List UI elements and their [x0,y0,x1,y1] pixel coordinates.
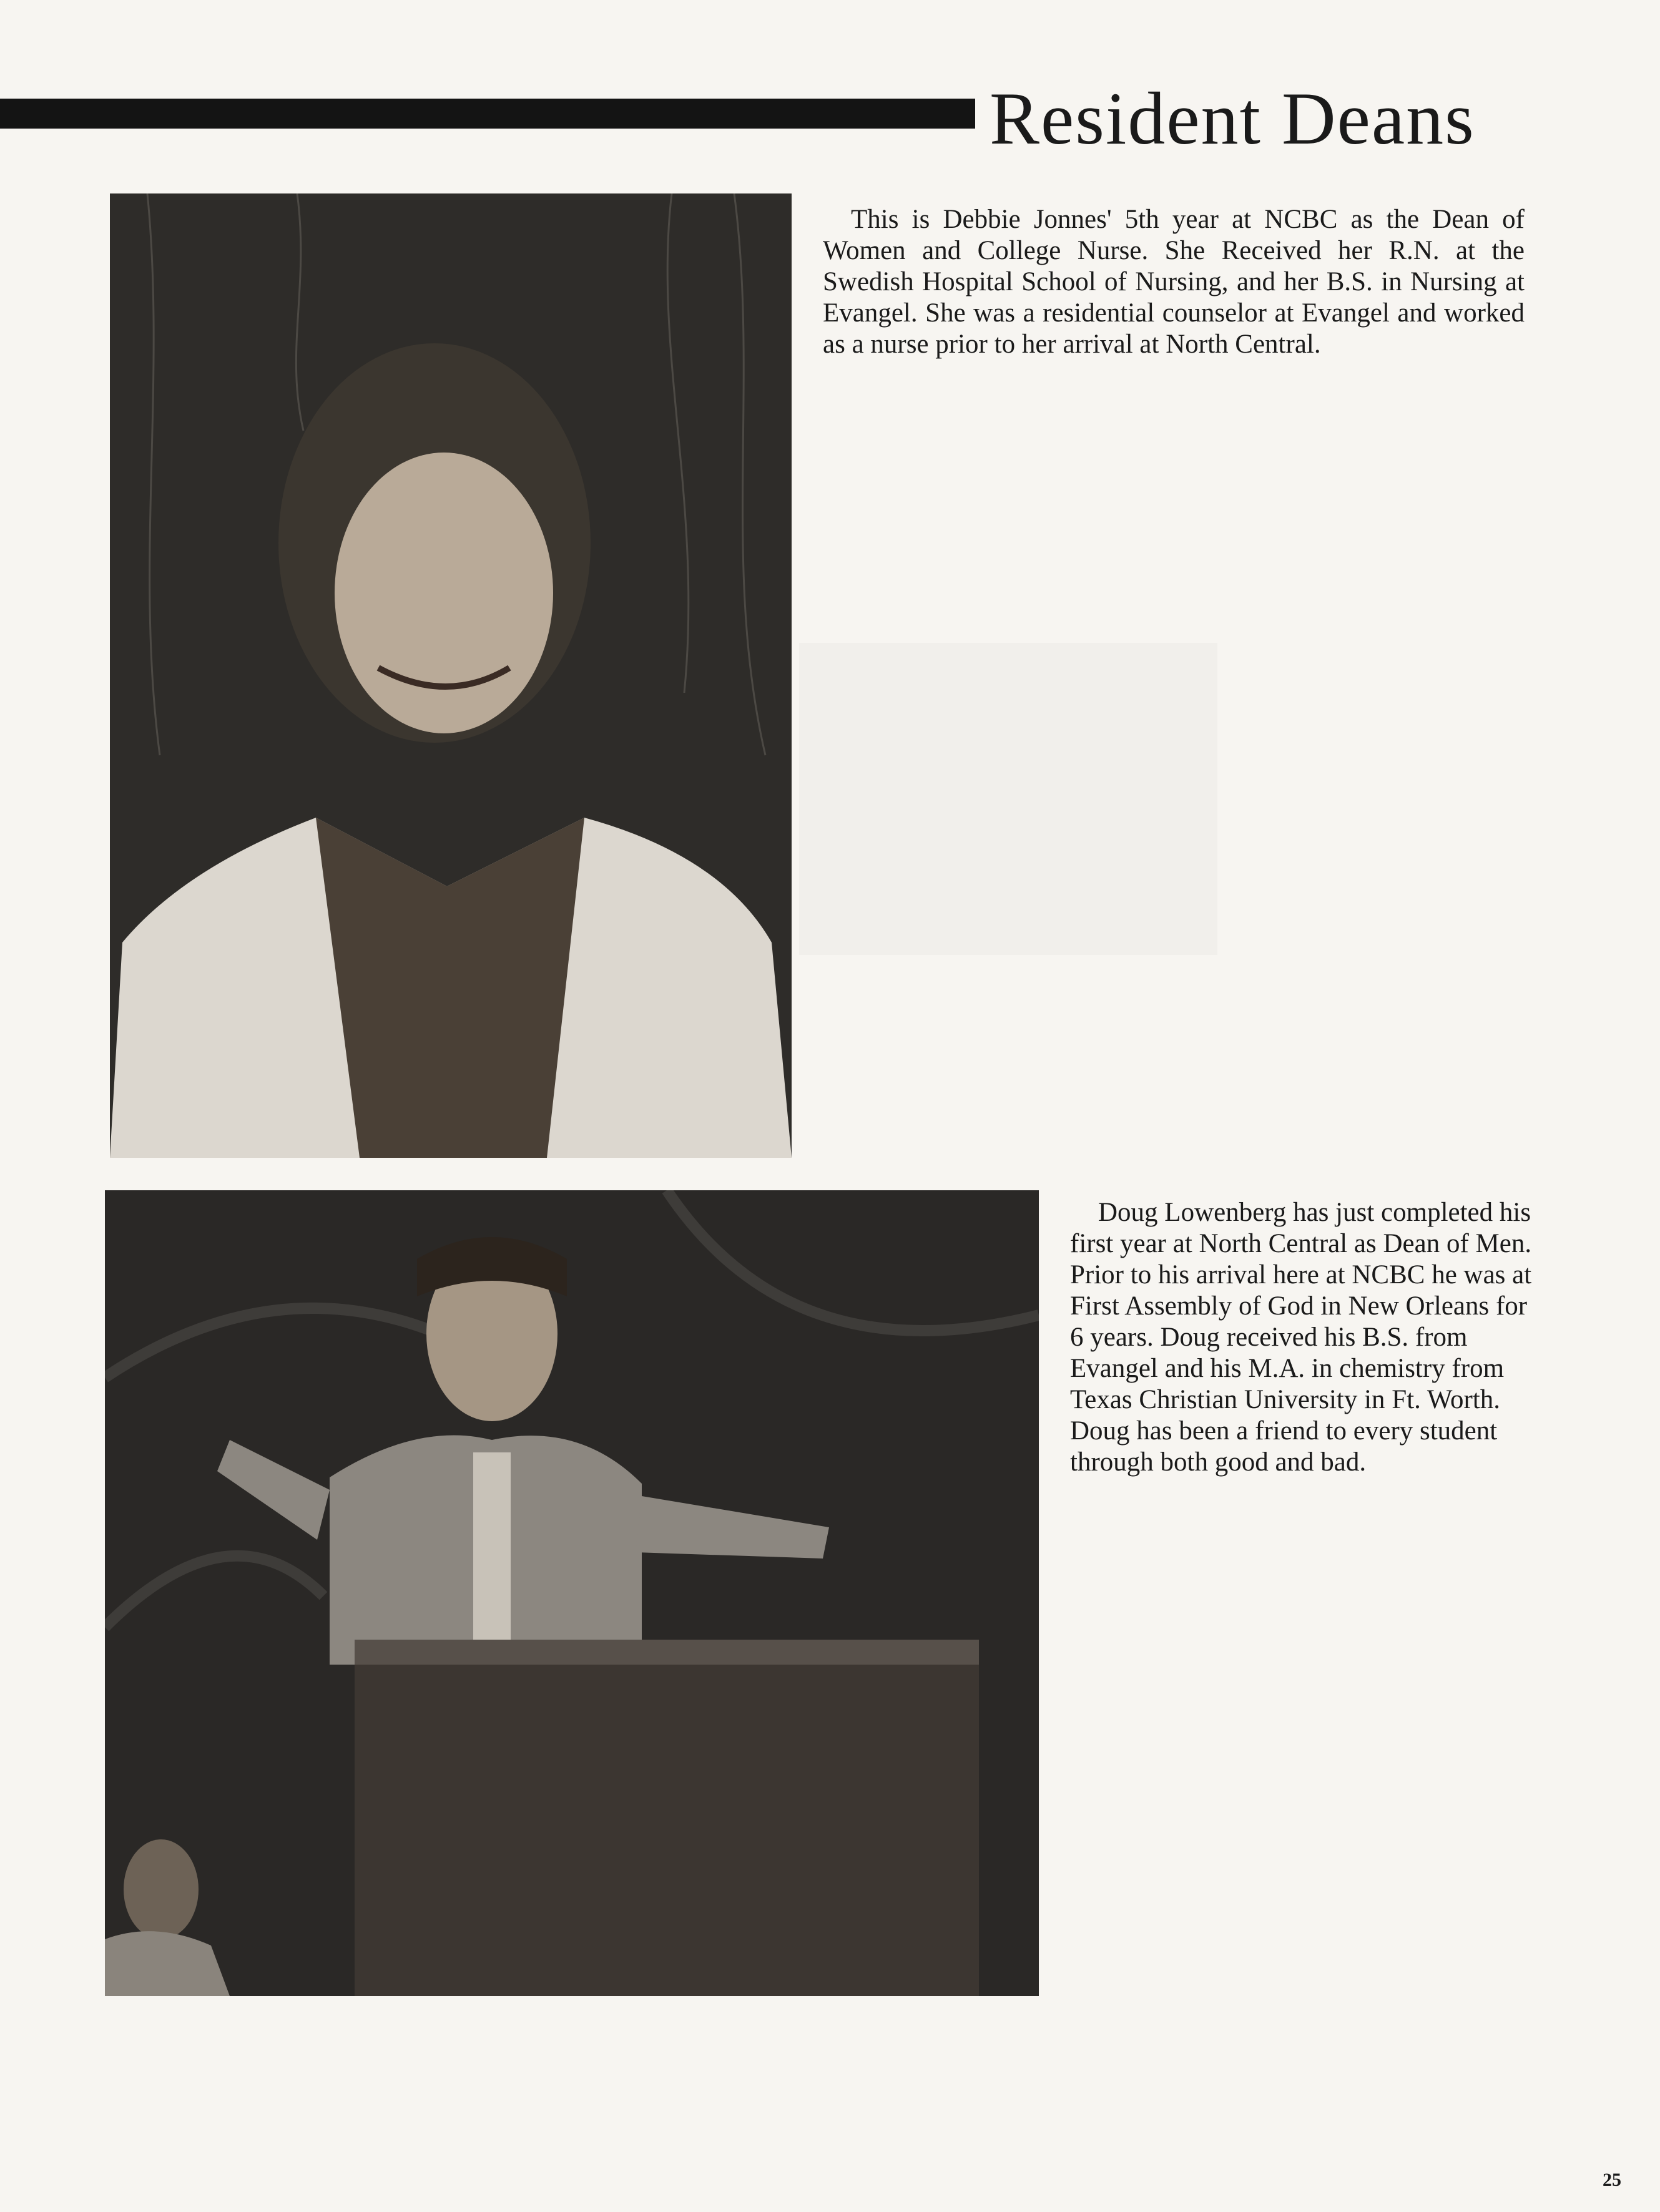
title-rule-bar [0,99,975,129]
dean-of-men-caption: Doug Lowenberg has just completed his first year at North Central as Dean of Men. Prior to his arrival here at NCBC he was at First Assembly of God in New Orleans for 6 years. Doug received his B.S. from Evangel and his M.A. in chemistry from Texas Christian University in Ft. Worth. Doug has been a friend to every student through both good and bad. [1070,1198,1532,1477]
dean-of-women-caption: This is Debbie Jonnes' 5th year at NCBC as the Dean of Women and College Nurse. She Received her R.N. at the Swedish Hospital School of Nursing, and her B.S. in Nursing at Evangel. She was a residential counselor at Evangel and worked as a nurse prior to her arrival at North Central. [823,205,1525,359]
page-number: 25 [1603,2170,1621,2190]
dean-of-women-photo [110,193,792,1158]
dean-of-men-photo [105,1190,1039,1996]
page-title: Resident Deans [990,77,1475,160]
portrait-photo-icon [110,193,792,1158]
speaker-photo-icon [105,1190,1039,1996]
bleed-through-shadow [799,643,1217,955]
